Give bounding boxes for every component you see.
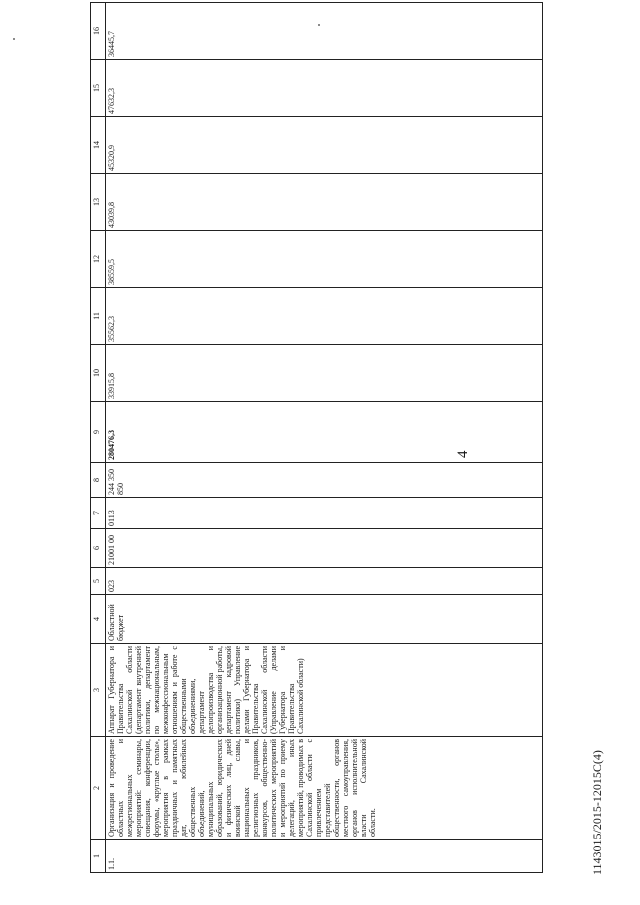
header-cell: 3: [91, 644, 106, 737]
header-cell: 7: [91, 498, 106, 529]
header-cell: 15: [91, 60, 106, 117]
header-cell: 5: [91, 568, 106, 595]
scan-speck: [13, 38, 15, 40]
table-row: [106, 3, 543, 873]
funding-source: Областной бюджет: [106, 595, 543, 644]
header-cell: 10: [91, 345, 106, 402]
total-amount: 280476,3: [106, 402, 543, 463]
year-amount: 38559,5: [106, 231, 543, 288]
header-cell: 16: [91, 3, 106, 60]
year-amount: 36445,7: [106, 3, 543, 60]
activity-name: Организация и проведение областных и межрегиональных мероприятий: семинары, совещания, конференции, форумы, «круглые столы», мероприятия в рамках праздничных и памятных дат, юбилейных общественных объединений, муниципальных образований, юридических и физических лиц, дней воинской славы, национальных и религиозных праздников, конкурсов, общественно-политических мероприятий и мероприятий по приему делегаций, иных мероприятий, проводимых в Сахалинской области с привлечением представителей общественности, органов местного самоуправления, органов исполнительной власти Сахалинской области.: [106, 737, 543, 840]
header-cell: 9: [91, 402, 106, 463]
year-amount: 47632,3: [106, 60, 543, 117]
header-cell: 13: [91, 174, 106, 231]
header-cell: 11: [91, 288, 106, 345]
header-row: [91, 3, 106, 873]
row-number: 1.1.: [106, 840, 543, 873]
page-number: 4: [455, 450, 471, 458]
grbs-code: 023: [106, 568, 543, 595]
header-cell: 6: [91, 529, 106, 568]
executor: Аппарат Губернатора и Правительства Сахалинской области (департамент внутренней политики, департамент по межнациональным, межконфессиональным отношениям и работе с общественными объединениями, департамент делопроизводства и организационной работы, департамент кадровой политики) Управление делами Губернатора и Правительства Сахалинской области (Управление делами Губернатора и Правительства Сахалинской области): [106, 644, 543, 737]
header-cell: 12: [91, 231, 106, 288]
header-cell: 8: [91, 463, 106, 498]
header-cell: 2: [91, 737, 106, 840]
vr-code: 244 350 850: [106, 463, 543, 498]
rzpr-code: 0113: [106, 498, 543, 529]
budget-table-rotated: [90, 27, 543, 873]
year-amount: 35562,3: [106, 288, 543, 345]
header-cell: 1: [91, 840, 106, 873]
year-amount: 45320,9: [106, 117, 543, 174]
header-cell: 14: [91, 117, 106, 174]
year-amount: 43039,8: [106, 174, 543, 231]
header-cell: 4: [91, 595, 106, 644]
document-id: 1143015/2015-12015С(4): [590, 750, 604, 875]
year-amount: 33915,8: [106, 345, 543, 402]
csr-code: 21001 00: [106, 529, 543, 568]
budget-table: [90, 2, 543, 873]
